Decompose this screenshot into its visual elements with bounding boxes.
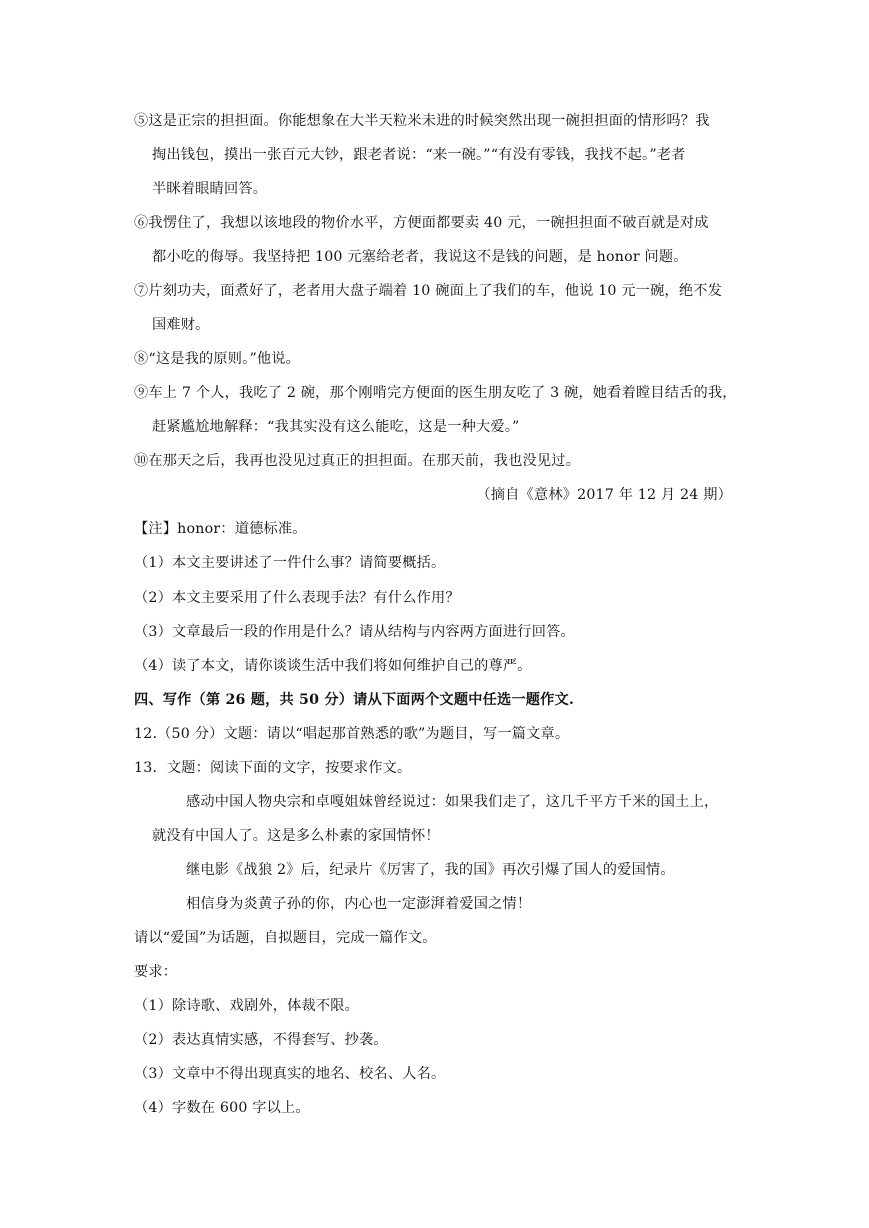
question-4: （4）读了本文，请你谈谈生活中我们将如何维护自己的尊严。	[134, 658, 532, 674]
section-heading-writing: 四、写作（第 26 题，共 50 分）请从下面两个文题中任选一题作文.	[134, 692, 575, 708]
story-source: （摘自《意林》2017 年 12 月 24 期）	[476, 487, 732, 503]
story-p9-line1: ⑨车上 7 个人，我吃了 2 碗，那个刚啃完方便面的医生朋友吃了 3 碗，她看着瞠目结舌的我，	[134, 385, 737, 401]
story-note: 【注】honor：道德标准。	[134, 521, 307, 537]
story-p5-line2: 掏出钱包，摸出一张百元大钞，跟老者说：“来一碗。”“有没有零钱，我找不起。”老者	[152, 147, 686, 163]
passage-line2: 就没有中国人了。这是多么朴素的家国情怀！	[152, 828, 440, 844]
writing-q12: 12.（50 分）文题：请以“唱起那首熟悉的歌”为题目，写一篇文章。	[134, 726, 570, 742]
story-p8-line1: ⑧“这是我的原则。”他说。	[134, 351, 301, 367]
writing-q13: 13．文题：阅读下面的文字，按要求作文。	[134, 760, 412, 776]
story-p5-line3: 半眯着眼睛回答。	[152, 181, 268, 197]
writing-instruction: 请以“爱国”为话题，自拟题目，完成一篇作文。	[134, 930, 437, 946]
requirement-4: （4）字数在 600 字以上。	[134, 1100, 310, 1116]
story-p6-line2: 都小吃的侮辱。我坚持把 100 元塞给老者，我说这不是钱的问题，是 honor 问题。	[152, 249, 688, 265]
story-p6-line1: ⑥我愣住了，我想以该地段的物价水平，方便面都要卖 40 元，一碗担担面不破百就是对成	[134, 215, 709, 231]
passage-line3: 继电影《战狼 2》后，纪录片《厉害了，我的国》再次引爆了国人的爱国情。	[186, 862, 675, 878]
requirements-label: 要求：	[134, 964, 178, 980]
question-1: （1）本文主要讲述了一件什么事？请简要概括。	[134, 555, 446, 571]
story-p7-line1: ⑦片刻功夫，面煮好了，老者用大盘子端着 10 碗面上了我们的车，他说 10 元一碗，绝不发	[134, 283, 723, 299]
requirement-3: （3）文章中不得出现真实的地名、校名、人名。	[134, 1066, 446, 1082]
passage-line4: 相信身为炎黄子孙的你，内心也一定澎湃着爱国之情！	[186, 896, 532, 912]
question-2: （2）本文主要采用了什么表现手法？有什么作用？	[134, 590, 460, 606]
story-p7-line2: 国难财。	[152, 317, 210, 333]
requirement-1: （1）除诗歌、戏剧外，体裁不限。	[134, 998, 360, 1014]
question-3: （3）文章最后一段的作用是什么？请从结构与内容两方面进行回答。	[134, 624, 575, 640]
story-p10-line1: ⑩在那天之后，我再也没见过真正的担担面。在那天前，我也没见过。	[134, 453, 581, 469]
passage-line1: 感动中国人物央宗和卓嘎姐妹曾经说过：如果我们走了，这几千平方千米的国土上，	[186, 794, 719, 810]
requirement-2: （2）表达真情实感，不得套写、抄袭。	[134, 1032, 388, 1048]
story-p5-line1: ⑤这是正宗的担担面。你能想象在大半天粒米未进的时候突然出现一碗担担面的情形吗？我	[134, 113, 710, 129]
story-p9-line2: 赶紧尴尬地解释：“我其实没有这么能吃，这是一种大爱。”	[152, 419, 520, 435]
